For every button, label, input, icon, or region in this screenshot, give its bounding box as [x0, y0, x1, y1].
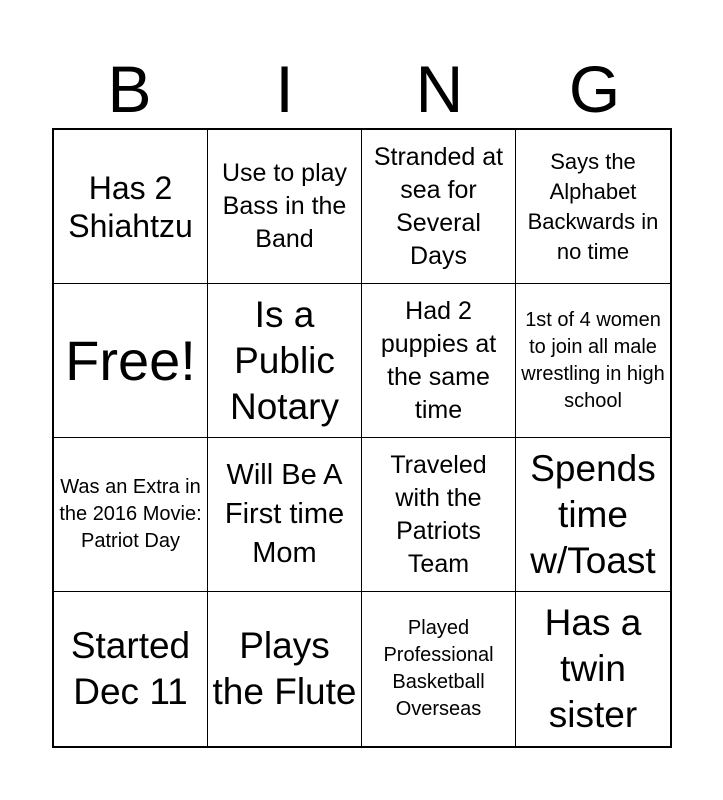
bingo-cell[interactable]: [362, 130, 516, 284]
cell-text: Plays the Flute: [212, 625, 357, 712]
bingo-cell[interactable]: [362, 284, 516, 438]
header-letter-b: B: [107, 52, 152, 126]
bingo-cell[interactable]: [516, 438, 670, 592]
bingo-cell[interactable]: [208, 438, 362, 592]
bingo-cell[interactable]: [362, 592, 516, 746]
bingo-cell[interactable]: [516, 592, 670, 746]
cell-text: Was an Extra in the 2016 Movie: Patriot Day: [59, 476, 202, 552]
bingo-cell[interactable]: [208, 130, 362, 284]
cell-text: Stranded at sea for Several Days: [373, 142, 504, 270]
header-letter-i: I: [275, 52, 294, 126]
cell-text: Has 2 Shiahtzu: [68, 169, 193, 244]
bingo-cell[interactable]: [208, 284, 362, 438]
bingo-grid: [52, 128, 672, 748]
cell-text: Is a Public Notary: [230, 293, 339, 427]
cell-text: Use to play Bass in the Band: [221, 159, 348, 253]
bingo-cell[interactable]: [516, 284, 670, 438]
bingo-cell[interactable]: [516, 130, 670, 284]
bingo-cell[interactable]: [208, 592, 362, 746]
bingo-header: [52, 50, 672, 128]
header-letter-g: G: [568, 52, 621, 126]
cell-text: Started Dec 11: [70, 625, 191, 712]
bingo-cell[interactable]: [54, 592, 208, 746]
cell-text: Free!: [65, 328, 196, 392]
bingo-cell[interactable]: [362, 438, 516, 592]
cell-text: Played Professional Basketball Overseas: [383, 617, 494, 720]
bingo-cell[interactable]: [54, 130, 208, 284]
cell-text: Traveled with the Patriots Team: [390, 450, 487, 578]
cell-text: Spends time w/Toast: [530, 447, 656, 581]
cell-text: Had 2 puppies at the same time: [380, 296, 497, 424]
bingo-cell[interactable]: [54, 438, 208, 592]
bingo-cell-free[interactable]: [54, 284, 208, 438]
header-letter-n: N: [415, 52, 464, 126]
cell-text: Says the Alphabet Backwards in no time: [527, 148, 659, 264]
cell-text: Will Be A First time Mom: [224, 459, 345, 569]
cell-text: 1st of 4 women to join all male wrestling in high school: [521, 308, 665, 412]
cell-text: Has a twin sister: [544, 602, 642, 735]
